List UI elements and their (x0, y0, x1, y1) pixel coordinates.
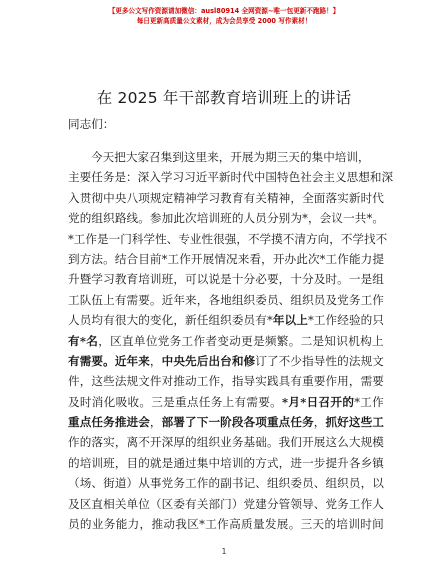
body-line: 入 贯 彻 中 央 八 项 规 定 精 神 学 习 教 育 有 关 精 神 ， 全 面 落 实 新 时 代 (68, 190, 384, 205)
greeting: 同志们： (68, 117, 115, 131)
body-line: 人 员 均 有 很 大 的 变 化 ， 新 任 组 织 委 员 有 * 年 以 上 * 工 作 经 验 的 只 (68, 313, 384, 328)
body-line: 件 ， 这 些 法 规 文 件 对 推 动 工 作 ， 指 导 实 践 具 有 重 要 作 用 ， 需 要 (68, 374, 384, 389)
body-line: * 工 作 是 一 门 科 学 性 、 专 业 性 很 强 ， 不 学 摸 不 清 方 向 ， 不 学 找 不 (68, 231, 388, 246)
promo-banner-line-1: 【更多公文写作资源请加微信：ausl80914 全网资源~唯一包更新不跑路！】 (108, 7, 340, 15)
body-line: 有 需 要 。 近 年 来 ， 中 央 先 后 出 台 和 修 订 了 不 少 指 导 性 的 法 规 文 (68, 353, 384, 368)
body-line: 重 点 任 务 推 进 会 ， 部 署 了 下 一 阶 段 各 项 重 点 任 务 ， 抓 好 这 些 工 (68, 415, 384, 430)
body-line: 升 暨 学 习 教 育 培 训 班 ， 可 以 说 是 十 分 必 要 ， 十 分 及 时 。 一 是 组 (68, 272, 384, 287)
body-line: 及 区 直 相 关 单 位 （ 区 委 有 关 部 门 ） 党 建 分 管 领 导 、 党 务 工 作 人 (68, 496, 384, 511)
body-line: （ 场 、 街 道 ） 从 事 党 务 工 作 的 副 书 记 、 组 织 委 员 、 组 织 员 ， 以 (68, 476, 384, 491)
body-line: 到 方 法 。 结 合 目 前 * 工 作 开 展 情 况 来 看 ， 开 办 此 次 * 工 作 能 力 提 (68, 251, 384, 266)
page-number: 1 (221, 547, 227, 556)
body-line: 有 * 名 ， 区 直 单 位 党 务 工 作 者 变 动 更 是 频 繁 。 二 是 知 识 机 构 上 (68, 333, 384, 348)
promo-banner (0, 6, 448, 26)
body-line: 的 培 训 班 ， 目 的 就 是 通 过 集 中 培 训 的 方 式 ， 进 一 步 提 升 各 乡 镇 (68, 455, 384, 470)
body-line: 及 时 消 化 吸 收 。 三 是 重 点 任 务 上 有 需 要 。 * 月 * 日 召 开 的 * 工 作 (68, 394, 384, 409)
body-line: 工 队 伍 上 有 需 要 。 近 年 来 ， 各 地 组 织 委 员 、 组 织 员 及 党 务 工 作 (68, 292, 384, 307)
body-line: 今 天 把 大 家 召 集 到 这 里 来 ， 开 展 为 期 三 天 的 集 中 培 训 ， (91, 150, 370, 164)
promo-banner-line-2: 每日更新高质量公文素材，成为会员享受 2000 写作素材！ (136, 17, 312, 25)
body-line: 主 要 任 务 是 ： 深 入 学 习 习 近 平 新 时 代 中 国 特 色 社 会 主 义 思 想 和 深 (68, 170, 394, 185)
document-body (68, 147, 394, 534)
body-line: 员 的 业 务 能 力 ， 推 动 我 区 * 工 作 高 质 量 发 展 。 三 天 的 培 训 时 间 (68, 517, 384, 532)
body-line: 党 的 组 织 路 线 。 参 加 此 次 培 训 班 的 人 员 分 别 为 * ， 会 议 一 共 * 。 (68, 211, 384, 226)
body-line: 作 的 落 实 ， 离 不 开 深 厚 的 组 织 业 务 基 础 。 我 们 开 展 这 么 大 规 模 (68, 435, 384, 450)
document-title: 在 2025 年干部教育培训班上的讲话 (96, 89, 352, 107)
